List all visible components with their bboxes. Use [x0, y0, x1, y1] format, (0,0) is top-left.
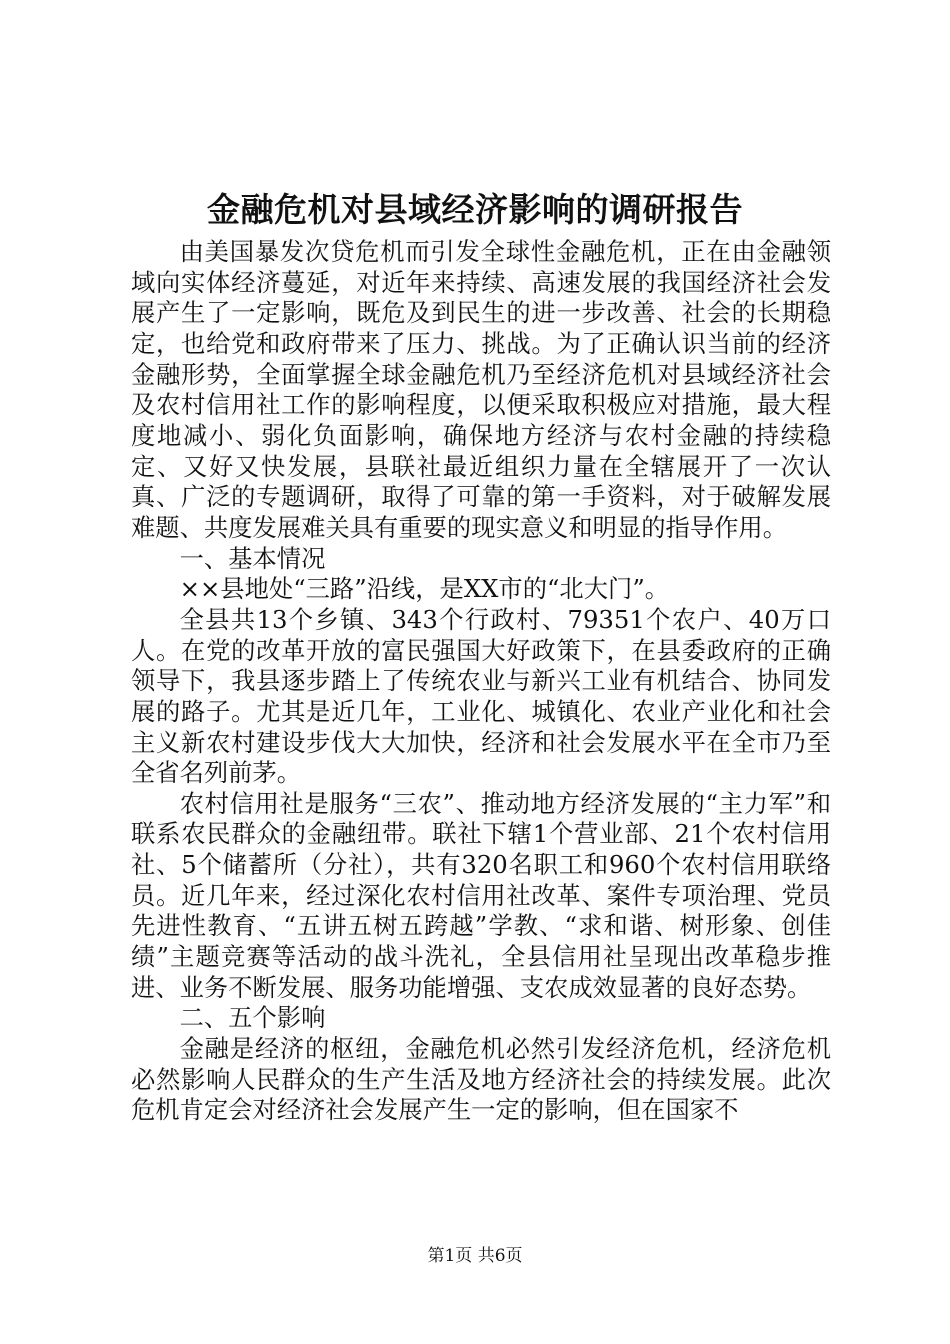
document-body [131, 237, 831, 1126]
paragraph-credit-cooperative: 农村信用社是服务“三农”、推动地方经济发展的“主力军”和联系农民群众的金融纽带。联社下辖1个营业部、21个农村信用社、5个储蓄所（分社），共有320名职工和960个农村信用联络员。近几年来，经过深化农村信用社改革、案件专项治理、党员先进性教育、“五讲五树五跨越”学教、“求和谐、树形象、创佳绩”主题竞赛等活动的战斗洗礼，全县信用社呈现出改革稳步推进、业务不断发展、服务功能增强、支农成效显著的良好态势。 [131, 788, 831, 1002]
paragraph-finance-crisis: 金融是经济的枢纽，金融危机必然引发经济危机，经济危机必然影响人民群众的生产生活及地方经济社会的持续发展。此次危机肯定会对经济社会发展产生一定的影响，但在国家不 [131, 1034, 831, 1125]
page-number-footer: 第1页 共6页 [427, 1246, 523, 1266]
document-title: 金融危机对县域经济影响的调研报告 [207, 190, 743, 229]
paragraph-location: ××县地处“三路”沿线，是XX市的“北大门”。 [179, 574, 670, 604]
section-heading-five-impacts: 二、五个影响 [179, 1003, 326, 1033]
section-heading-basic-situation: 一、基本情况 [179, 543, 326, 573]
paragraph-county-overview: 全县共13个乡镇、343个行政村、79351个农户、40万口人。在党的改革开放的富民强国大好政策下，在县委政府的正确领导下，我县逐步踏上了传统农业与新兴工业有机结合、协同发展的路子。尤其是近几年，工业化、城镇化、农业产业化和社会主义新农村建设步伐大大加快，经济和社会发展水平在全市乃至全省名列前茅。 [131, 604, 831, 788]
paragraph-intro: 由美国暴发次贷危机而引发全球性金融危机，正在由金融领域向实体经济蔓延，对近年来持续、高速发展的我国经济社会发展产生了一定影响，既危及到民生的进一步改善、社会的长期稳定，也给党和政府带来了压力、挑战。为了正确认识当前的经济金融形势，全面掌握全球金融危机乃至经济危机对县域经济社会及农村信用社工作的影响程度，以便采取积极应对措施，最大程度地减小、弱化负面影响，确保地方经济与农村金融的持续稳定、又好又快发展，县联社最近组织力量在全辖展开了一次认真、广泛的专题调研，取得了可靠的第一手资料，对于破解发展难题、共度发展难关具有重要的现实意义和明显的指导作用。 [131, 237, 831, 542]
